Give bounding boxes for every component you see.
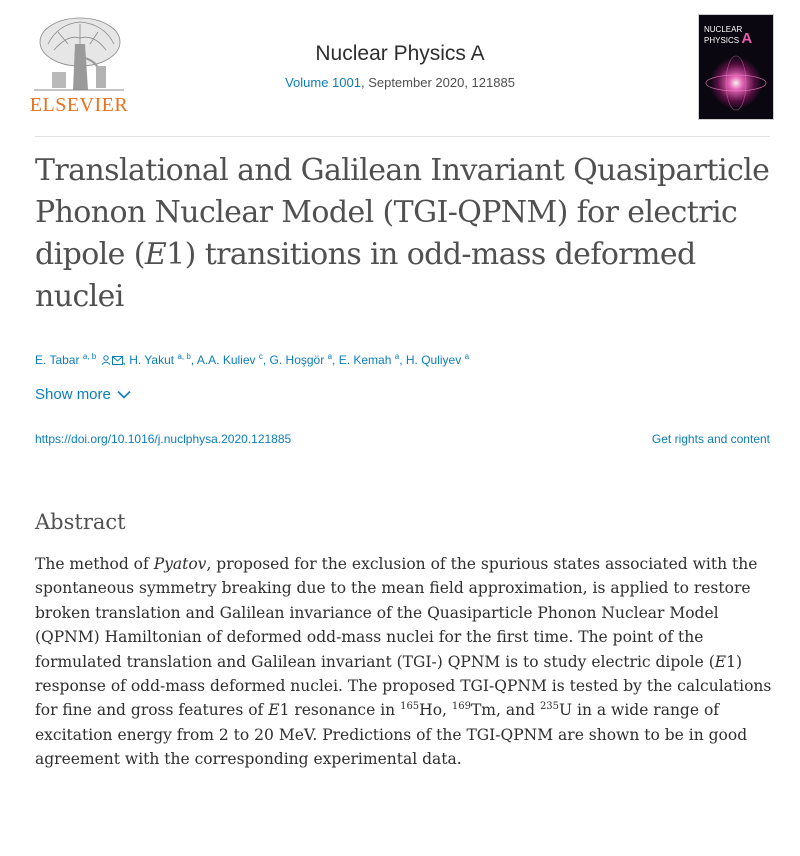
author-link[interactable]: A.A. Kuliev xyxy=(196,353,256,367)
author-affiliation: a xyxy=(394,352,400,361)
doi-link[interactable]: https://doi.org/10.1016/j.nuclphysa.2020.121885 xyxy=(35,432,292,446)
mass-number: 235 xyxy=(539,701,560,713)
cover-letter: A xyxy=(741,30,753,47)
cover-glow-image xyxy=(699,53,773,119)
issue-date: , September 2020, 121885 xyxy=(360,75,515,90)
volume-link[interactable]: Volume 1001 xyxy=(285,75,361,90)
abstract-run: Tm, and xyxy=(470,701,540,720)
author-affiliation: c xyxy=(258,352,263,361)
author-list: E. Tabar $^{a, b}$ , H. Yakut $^{a, b}$, A.A. Kuliev $^c$, G. Hoşgör $^a$, E. Kemah $^a$, H. Quliyev $^a$ xyxy=(35,352,470,367)
show-more-label: Show more xyxy=(35,386,111,403)
article-title xyxy=(35,150,780,318)
abstract-run: The method of xyxy=(35,555,154,573)
title-italic-e: E xyxy=(144,237,167,272)
journal-cover[interactable] xyxy=(698,14,774,120)
mass-number: 169 xyxy=(451,701,471,713)
journal-title[interactable]: Nuclear Physics A xyxy=(315,42,485,65)
journal-issue-info xyxy=(150,75,650,90)
header-divider xyxy=(35,136,770,137)
journal-header xyxy=(150,42,650,90)
title-part-1: Translational and Galilean Invariant Quasiparticle Phonon Nuclear Model (TGI-QPNM) for electric dipole ( xyxy=(35,153,770,272)
author-link[interactable]: H. Quliyev xyxy=(405,353,462,367)
abstract-italic-e: E xyxy=(268,701,280,720)
get-rights-link[interactable]: Get rights and content xyxy=(651,432,770,446)
abstract-run: , proposed for the exclusion of the spurious states associated with the spontaneous symmetry breaking due to the mean field approximation, is applied to restore broken translation and Galilean invariance of the Quasiparticle Phonon Nuclear Model (QPNM) Hamiltonian of deformed odd-mass nuclei for the first time. The point of the formulated translation and Galilean invariant (TGI-) QPNM is to study electric dipole ( xyxy=(35,555,758,671)
author-link[interactable]: G. Hoşgör xyxy=(269,353,325,367)
cover-line-2: PHYSICS xyxy=(704,36,740,45)
author-affiliation: a, b xyxy=(82,352,97,361)
abstract-italic-pyatov: Pyatov xyxy=(153,555,207,573)
author-link[interactable]: E. Kemah xyxy=(338,353,392,367)
chevron-down-icon xyxy=(117,386,131,403)
person-icon[interactable] xyxy=(101,354,111,368)
show-more-button[interactable] xyxy=(35,386,131,403)
title-part-2: 1) transitions in odd-mass deformed nuclei xyxy=(35,237,696,314)
publisher-wordmark: ELSEVIER xyxy=(29,94,129,116)
cover-line-1: NUCLEAR xyxy=(704,25,743,34)
elsevier-logo[interactable] xyxy=(28,14,130,118)
author-affiliation: a xyxy=(327,352,333,361)
elsevier-tree-icon xyxy=(28,14,130,94)
author-affiliation: a, b xyxy=(177,352,191,361)
abstract-italic-e: E xyxy=(714,652,727,671)
abstract-text xyxy=(35,552,775,772)
abstract-run: U in a wide range of excitation energy from 2 to 20 MeV. Predictions of the TGI-QPNM are shown to be in good agreement with the corresponding experimental data. xyxy=(35,701,748,769)
envelope-icon[interactable] xyxy=(112,354,123,368)
mass-number: 165 xyxy=(400,701,420,713)
author-link[interactable]: H. Yakut xyxy=(129,353,175,367)
author-link[interactable]: E. Tabar xyxy=(35,353,80,367)
author-affiliation: a xyxy=(464,352,470,361)
abstract-run: 1) response of odd-mass deformed nuclei. The proposed TGI-QPNM is tested by the calculations for fine and gross features of xyxy=(35,652,772,720)
abstract-run: 1 resonance in xyxy=(279,701,401,720)
abstract-heading: Abstract xyxy=(35,510,126,534)
abstract-run: Ho, xyxy=(419,701,452,720)
cover-title xyxy=(704,25,752,45)
